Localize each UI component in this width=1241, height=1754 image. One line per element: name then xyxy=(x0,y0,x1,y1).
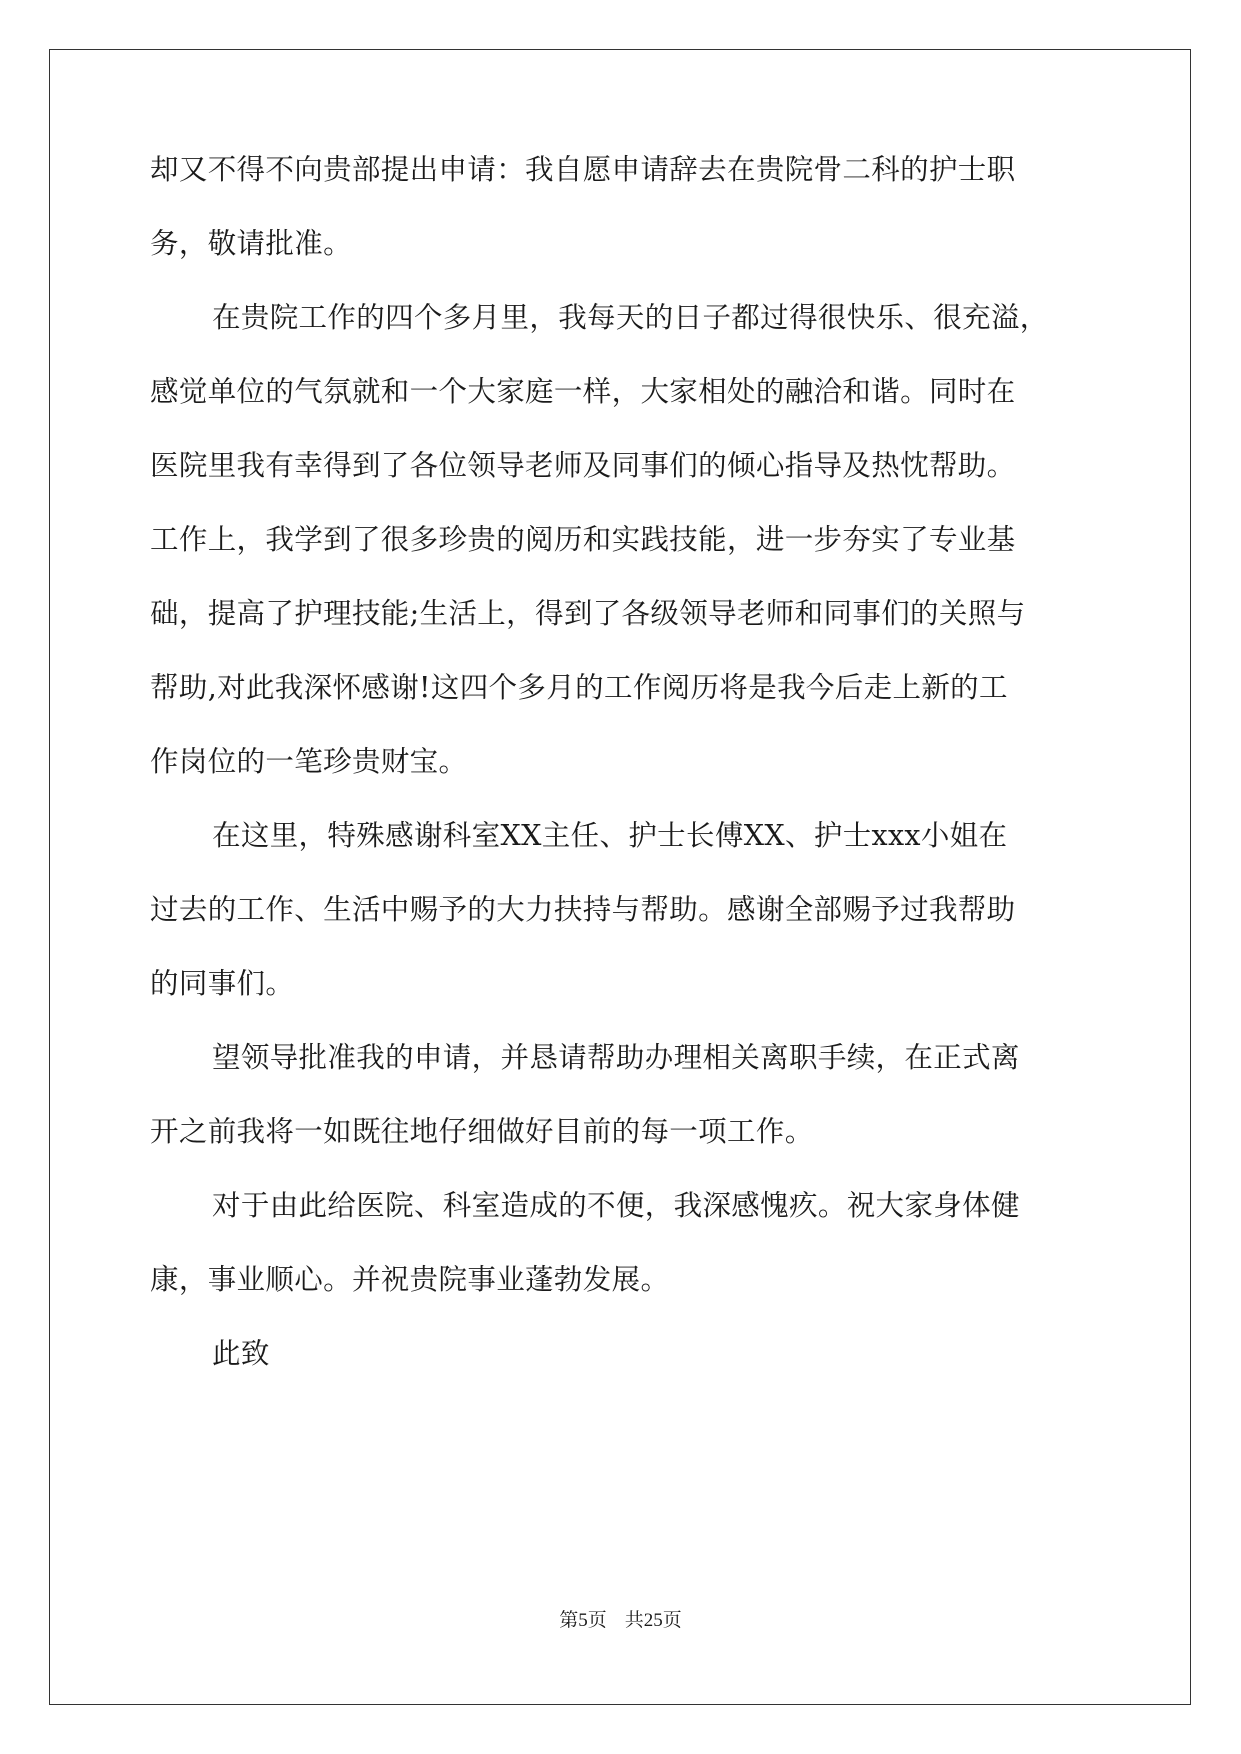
paragraph-first-line: 在贵院工作的四个多月里，我每天的日子都过得很快乐、很充溢， xyxy=(212,301,1049,334)
text-line: 作岗位的一笔珍贵财宝。 xyxy=(150,745,468,778)
text-line: 的同事们。 xyxy=(150,967,295,1000)
text-line: 感觉单位的气氛就和一个大家庭一样，大家相处的融洽和谐。同时在 xyxy=(150,375,1016,408)
text-line: 却又不得不向贵部提出申请：我自愿申请辞去在贵院骨二科的护士职 xyxy=(150,153,1016,186)
page-footer xyxy=(0,1608,1241,1634)
page-total: 共25页 xyxy=(624,1610,682,1631)
paragraph-first-line: 在这里，特殊感谢科室XX主任、护士长傅XX、护士xxx小姐在 xyxy=(212,819,1008,852)
text-line: 工作上，我学到了很多珍贵的阅历和实践技能，进一步夯实了专业基 xyxy=(150,523,1016,556)
text-line: 开之前我将一如既往地仔细做好目前的每一项工作。 xyxy=(150,1115,814,1148)
paragraph-first-line: 望领导批准我的申请，并恳请帮助办理相关离职手续，在正式离 xyxy=(212,1041,1020,1074)
text-line: 务，敬请批准。 xyxy=(150,227,352,260)
paragraph-first-line: 对于由此给医院、科室造成的不便，我深感愧疚。祝大家身体健 xyxy=(212,1189,1020,1222)
text-line: 帮助,对此我深怀感谢!这四个多月的工作阅历将是我今后走上新的工 xyxy=(150,671,1008,704)
text-line: 过去的工作、生活中赐予的大力扶持与帮助。感谢全部赐予过我帮助 xyxy=(150,893,1016,926)
page-number: 第5页 xyxy=(559,1610,607,1631)
text-line: 康，事业顺心。并祝贵院事业蓬勃发展。 xyxy=(150,1263,670,1296)
text-line: 医院里我有幸得到了各位领导老师及同事们的倾心指导及热忱帮助。 xyxy=(150,449,1016,482)
text-line: 础，提高了护理技能;生活上，得到了各级领导老师和同事们的关照与 xyxy=(150,597,1026,630)
closing-salutation: 此致 xyxy=(212,1337,270,1370)
